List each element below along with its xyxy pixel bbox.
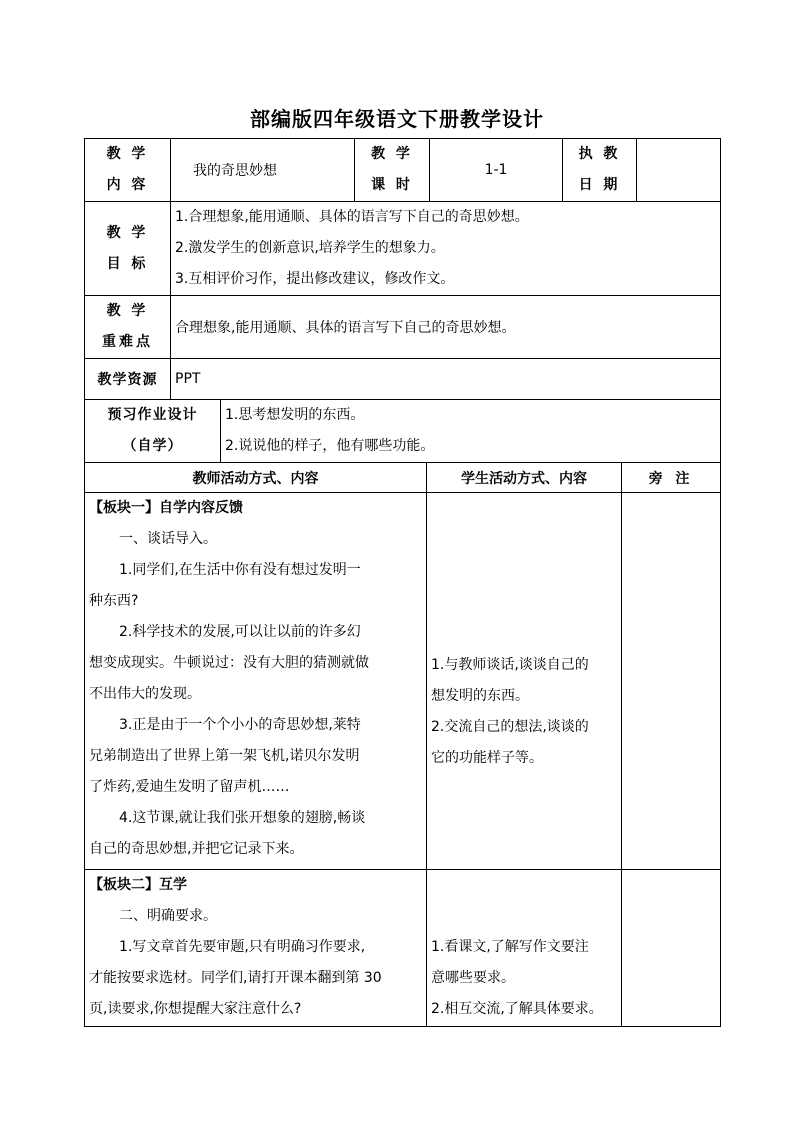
date-value[interactable] bbox=[637, 139, 721, 202]
goals-value bbox=[171, 202, 721, 296]
teacher-line: 想变成现实。牛顿说过：没有大胆的猜测就做 bbox=[89, 655, 369, 671]
key-label bbox=[85, 296, 171, 359]
label-line: 课 时 bbox=[371, 177, 413, 193]
student-line: 意哪些要求。 bbox=[431, 970, 515, 986]
block1-note-cell[interactable] bbox=[622, 493, 721, 870]
block2-note-cell[interactable] bbox=[622, 870, 721, 1027]
prep-item: 1.思考想发明的东西。 bbox=[225, 407, 365, 423]
info-row-basic bbox=[85, 139, 721, 202]
teacher-line: 一、谈话导入。 bbox=[119, 531, 217, 547]
prep-item: 2.说说他的样子，他有哪些功能。 bbox=[225, 438, 435, 454]
block2-row bbox=[85, 870, 721, 1027]
student-line: 它的功能样子等。 bbox=[431, 750, 543, 766]
block1-student-cell bbox=[427, 493, 622, 870]
student-line: 1.看课文,了解写作文要注 bbox=[431, 939, 589, 955]
label-line: 重难点 bbox=[102, 334, 153, 350]
goal-item: 1.合理想象,能用通顺、具体的语言写下自己的奇思妙想。 bbox=[175, 209, 529, 225]
period-value: 1-1 bbox=[430, 139, 563, 202]
info-row-prep bbox=[85, 400, 721, 463]
student-line: 2.交流自己的想法,谈谈的 bbox=[431, 719, 589, 735]
activity-table bbox=[84, 462, 721, 1027]
resource-value: PPT bbox=[171, 359, 721, 400]
teacher-line: 了炸药,爱迪生发明了留声机…… bbox=[89, 779, 290, 795]
teacher-line: 3.正是由于一个个小小的奇思妙想,莱特 bbox=[119, 717, 361, 733]
block2-student-cell bbox=[427, 870, 622, 1027]
col-student-header: 学生活动方式、内容 bbox=[427, 463, 622, 493]
prep-value bbox=[221, 400, 721, 463]
info-row-key bbox=[85, 296, 721, 359]
resource-label: 教学资源 bbox=[85, 359, 171, 400]
key-value: 合理想象,能用通顺、具体的语言写下自己的奇思妙想。 bbox=[171, 296, 721, 359]
teacher-line: 二、明确要求。 bbox=[119, 908, 217, 924]
label-line: 教 学 bbox=[106, 146, 149, 162]
page-title: 部编版四年级语文下册教学设计 bbox=[250, 107, 544, 131]
teacher-line: 不出伟大的发现。 bbox=[89, 686, 201, 702]
label-line: 预习作业设计 bbox=[107, 407, 198, 423]
teacher-line: 才能按要求选材。同学们,请打开课本翻到第 30 bbox=[89, 970, 382, 986]
teacher-line: 1.同学们,在生活中你有没有想过发明一 bbox=[119, 562, 361, 578]
content-value: 我的奇思妙想 bbox=[171, 139, 355, 202]
block2-teacher-cell bbox=[85, 870, 427, 1027]
goal-item: 2.激发学生的创新意识,培养学生的想象力。 bbox=[175, 240, 445, 256]
info-row-resource bbox=[85, 359, 721, 400]
block1-row bbox=[85, 493, 721, 870]
block1-teacher-cell bbox=[85, 493, 427, 870]
goal-item: 3.互相评价习作，提出修改建议，修改作文。 bbox=[175, 271, 455, 287]
label-line: 执 教 bbox=[578, 146, 621, 162]
label-line: 教 学 bbox=[106, 224, 149, 241]
block2-heading: 【板块二】互学 bbox=[89, 877, 187, 893]
info-table bbox=[84, 138, 721, 400]
teacher-line: 1.写文章首先要审题,只有明确习作要求, bbox=[119, 939, 366, 955]
content-label bbox=[85, 139, 171, 202]
date-label bbox=[563, 139, 637, 202]
info-row-goals bbox=[85, 202, 721, 296]
teacher-line: 种东西? bbox=[89, 593, 139, 609]
col-note-header: 旁 注 bbox=[622, 463, 721, 493]
label-line: 内 容 bbox=[106, 177, 149, 193]
prep-table bbox=[84, 399, 721, 463]
block1-heading: 【板块一】自学内容反馈 bbox=[89, 500, 243, 516]
student-line: 1.与教师谈话,谈谈自己的 bbox=[431, 657, 589, 673]
label-line: 目 标 bbox=[106, 255, 149, 272]
teacher-line: 2.科学技术的发展,可以让以前的许多幻 bbox=[119, 624, 361, 640]
teacher-line: 兄弟制造出了世界上第一架飞机,诺贝尔发明 bbox=[89, 748, 360, 764]
student-line: 想发明的东西。 bbox=[431, 688, 529, 704]
label-line: （自学） bbox=[122, 438, 183, 454]
student-line: 2.相互交流,了解具体要求。 bbox=[431, 1001, 603, 1017]
col-teacher-header: 教师活动方式、内容 bbox=[85, 463, 427, 493]
label-line: 教 学 bbox=[371, 146, 413, 162]
teacher-line: 4.这节课,就让我们张开想象的翅膀,畅谈 bbox=[119, 810, 366, 826]
teacher-line: 自己的奇思妙想,并把它记录下来。 bbox=[89, 841, 304, 857]
prep-label bbox=[85, 400, 221, 463]
teacher-line: 页,读要求,你想提醒大家注意什么? bbox=[89, 1001, 302, 1017]
label-line: 日 期 bbox=[578, 177, 621, 193]
label-line: 教 学 bbox=[106, 303, 149, 319]
activity-header-row bbox=[85, 463, 721, 493]
goals-label bbox=[85, 202, 171, 296]
period-label bbox=[355, 139, 430, 202]
